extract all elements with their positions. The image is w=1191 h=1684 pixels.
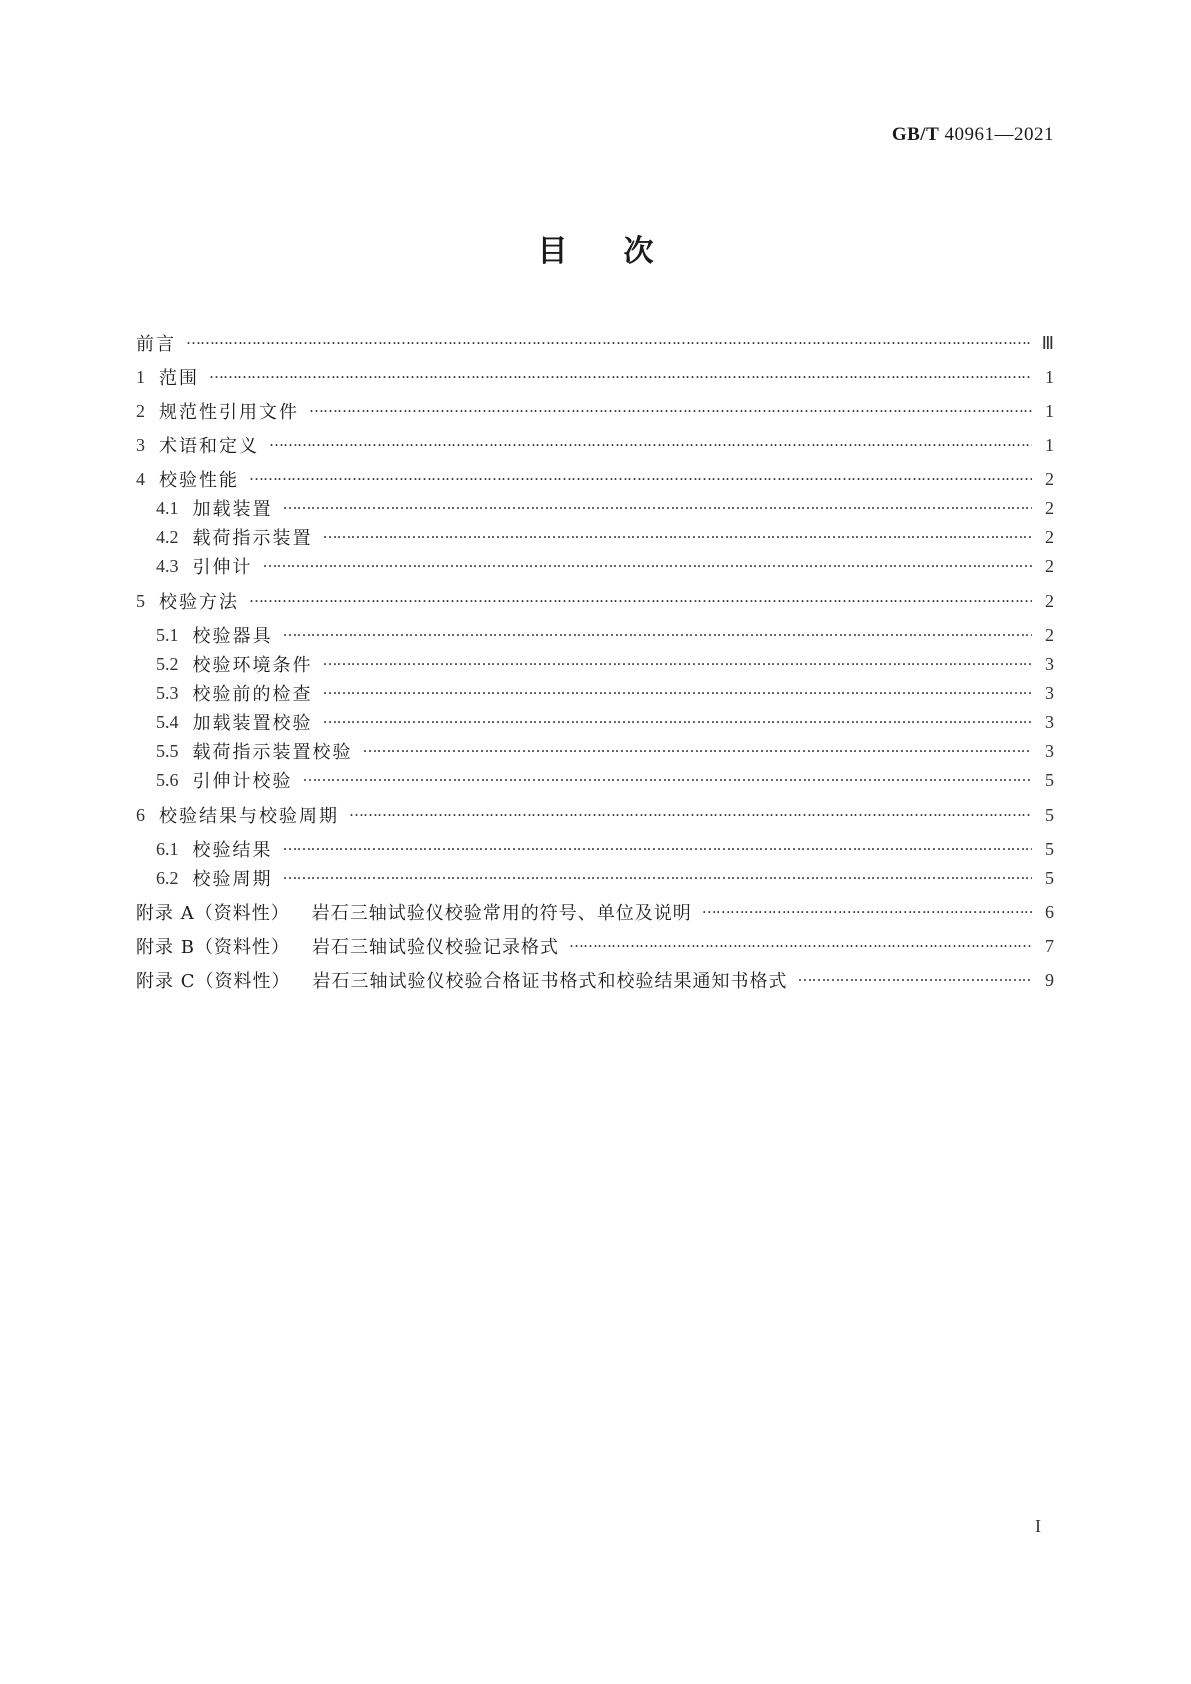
standard-code (892, 124, 1054, 146)
toc-entry-number: 4 (136, 468, 145, 489)
toc-entry-page: 3 (1045, 682, 1054, 703)
toc-entry-number: 2 (136, 400, 145, 421)
toc-entry-page: 2 (1045, 555, 1054, 576)
appendix-prefix: 附录 C（资料性） (136, 971, 291, 992)
toc-entry-number: 5 (136, 590, 145, 611)
toc-leader-dots (323, 713, 1033, 731)
toc-entry[interactable] (136, 800, 1054, 830)
toc-title (0, 226, 1191, 270)
toc-appendix[interactable] (136, 897, 1054, 927)
appendix-prefix: 附录 B（资料性） (136, 937, 290, 958)
toc-subentry[interactable] (136, 649, 1054, 679)
toc-entry[interactable] (136, 464, 1054, 494)
toc-entry-page: 2 (1045, 497, 1054, 518)
toc-entry-label: 前言 (136, 334, 176, 355)
toc-leader-dots (798, 971, 1033, 989)
appendix-title: 岩石三轴试验仪校验常用的符号、单位及说明 (311, 903, 692, 924)
toc-entry-page: 2 (1045, 468, 1054, 489)
toc-entry-page: 5 (1045, 867, 1054, 888)
toc-leader-dots (283, 626, 1033, 644)
page-number: I (1035, 1516, 1041, 1536)
toc-entry-number: 6.2 (156, 867, 179, 888)
toc-leader-dots (569, 937, 1032, 955)
toc-entry-page: 2 (1045, 590, 1054, 611)
toc-leader-dots (269, 436, 1032, 454)
toc-entry-number: 1 (136, 366, 145, 387)
toc-entry-label: 校验周期 (192, 869, 273, 890)
toc-entry-page: 3 (1045, 653, 1054, 674)
toc-leader-dots (249, 470, 1032, 488)
toc-entry-page: 3 (1045, 740, 1054, 761)
toc-title-char-1: 目 (537, 234, 568, 269)
toc-subentry[interactable] (136, 765, 1054, 795)
toc-entry-page: 3 (1045, 711, 1054, 732)
toc-entry-page: 2 (1045, 624, 1054, 645)
toc-entry-number: 5.1 (156, 624, 179, 645)
appendix-prefix: 附录 A（资料性） (136, 903, 290, 924)
toc-entry-label: 校验性能 (159, 470, 239, 491)
toc-entry-label: 校验前的检查 (192, 684, 313, 705)
toc-entry-number: 3 (136, 434, 145, 455)
appendix-title: 岩石三轴试验仪校验合格证书格式和校验结果通知书格式 (312, 971, 788, 992)
toc-leader-dots (283, 869, 1033, 887)
toc-entry-number: 5.5 (156, 740, 179, 761)
toc-entry[interactable] (136, 396, 1054, 426)
toc-entry-page: 2 (1045, 526, 1054, 547)
toc-entry-page: 5 (1045, 838, 1054, 859)
toc-entry-page: 1 (1045, 400, 1054, 421)
toc-subentry[interactable] (136, 522, 1054, 552)
toc-entry-number: 5.6 (156, 769, 179, 790)
toc-entry-page: Ⅲ (1041, 332, 1054, 353)
toc-entry-page: 9 (1045, 969, 1054, 990)
toc-leader-dots (303, 771, 1033, 789)
toc-subentry[interactable] (136, 620, 1054, 650)
toc-entry-label: 术语和定义 (159, 436, 259, 457)
toc-entry-label: 规范性引用文件 (159, 402, 299, 423)
standard-code-number: 40961—2021 (944, 124, 1054, 145)
toc-entry-label: 校验方法 (159, 592, 239, 613)
toc-subentry[interactable] (136, 863, 1054, 893)
toc-entry-label: 校验环境条件 (192, 655, 313, 676)
toc-entry-number: 6 (136, 804, 145, 825)
toc-entry-page: 5 (1045, 804, 1054, 825)
toc-entry-label: 引伸计校验 (192, 771, 293, 792)
toc-leader-dots (209, 368, 1032, 386)
toc-entry-number: 4.1 (156, 497, 179, 518)
toc-subentry[interactable] (136, 551, 1054, 581)
toc-subentry[interactable] (136, 678, 1054, 708)
toc-entry-number: 4.2 (156, 526, 179, 547)
toc-entry-page: 1 (1045, 434, 1054, 455)
toc-subentry[interactable] (136, 736, 1054, 766)
toc-entry-label: 引伸计 (192, 557, 253, 578)
toc-leader-dots (363, 742, 1033, 760)
toc-leader-dots (702, 903, 1032, 921)
toc-entry-page: 5 (1045, 769, 1054, 790)
toc-subentry[interactable] (136, 707, 1054, 737)
toc-entry-number: 5.2 (156, 653, 179, 674)
toc-leader-dots (309, 402, 1032, 420)
toc-title-char-2: 次 (623, 234, 654, 269)
toc-entry-label: 校验结果与校验周期 (159, 806, 339, 827)
toc-entry-label: 加载装置校验 (192, 713, 313, 734)
toc-entry[interactable] (136, 586, 1054, 616)
toc-entry-label: 加载装置 (192, 499, 273, 520)
toc-subentry[interactable] (136, 493, 1054, 523)
toc-entry-label: 校验结果 (192, 840, 273, 861)
standard-code-prefix: GB/T (891, 124, 940, 145)
toc-entry-label: 载荷指示装置 (192, 528, 313, 549)
toc-entry-label: 校验器具 (192, 626, 273, 647)
toc-subentry[interactable] (136, 834, 1054, 864)
toc-entry-number: 4.3 (156, 555, 179, 576)
toc-entry[interactable] (136, 328, 1054, 358)
toc-entry-number: 5.3 (156, 682, 179, 703)
toc-entry-page: 7 (1045, 935, 1054, 956)
toc-leader-dots (323, 655, 1033, 673)
toc-leader-dots (186, 334, 1032, 352)
toc-entry-page: 1 (1045, 366, 1054, 387)
toc-leader-dots (349, 806, 1032, 824)
toc-leader-dots (263, 557, 1033, 575)
toc-entry[interactable] (136, 430, 1054, 460)
toc-leader-dots (323, 684, 1033, 702)
toc-leader-dots (283, 499, 1033, 517)
toc-entry-label: 范围 (159, 368, 199, 389)
toc-leader-dots (323, 528, 1033, 546)
toc-leader-dots (249, 592, 1032, 610)
toc-entry-label: 载荷指示装置校验 (192, 742, 353, 763)
toc-leader-dots (283, 840, 1033, 858)
toc-appendix[interactable] (136, 965, 1054, 995)
toc-entry-number: 5.4 (156, 711, 179, 732)
appendix-title: 岩石三轴试验仪校验记录格式 (311, 937, 559, 958)
toc-entry-page: 6 (1045, 901, 1054, 922)
toc-entry-number: 6.1 (156, 838, 179, 859)
toc-entry[interactable] (136, 362, 1054, 392)
toc-appendix[interactable] (136, 931, 1054, 961)
